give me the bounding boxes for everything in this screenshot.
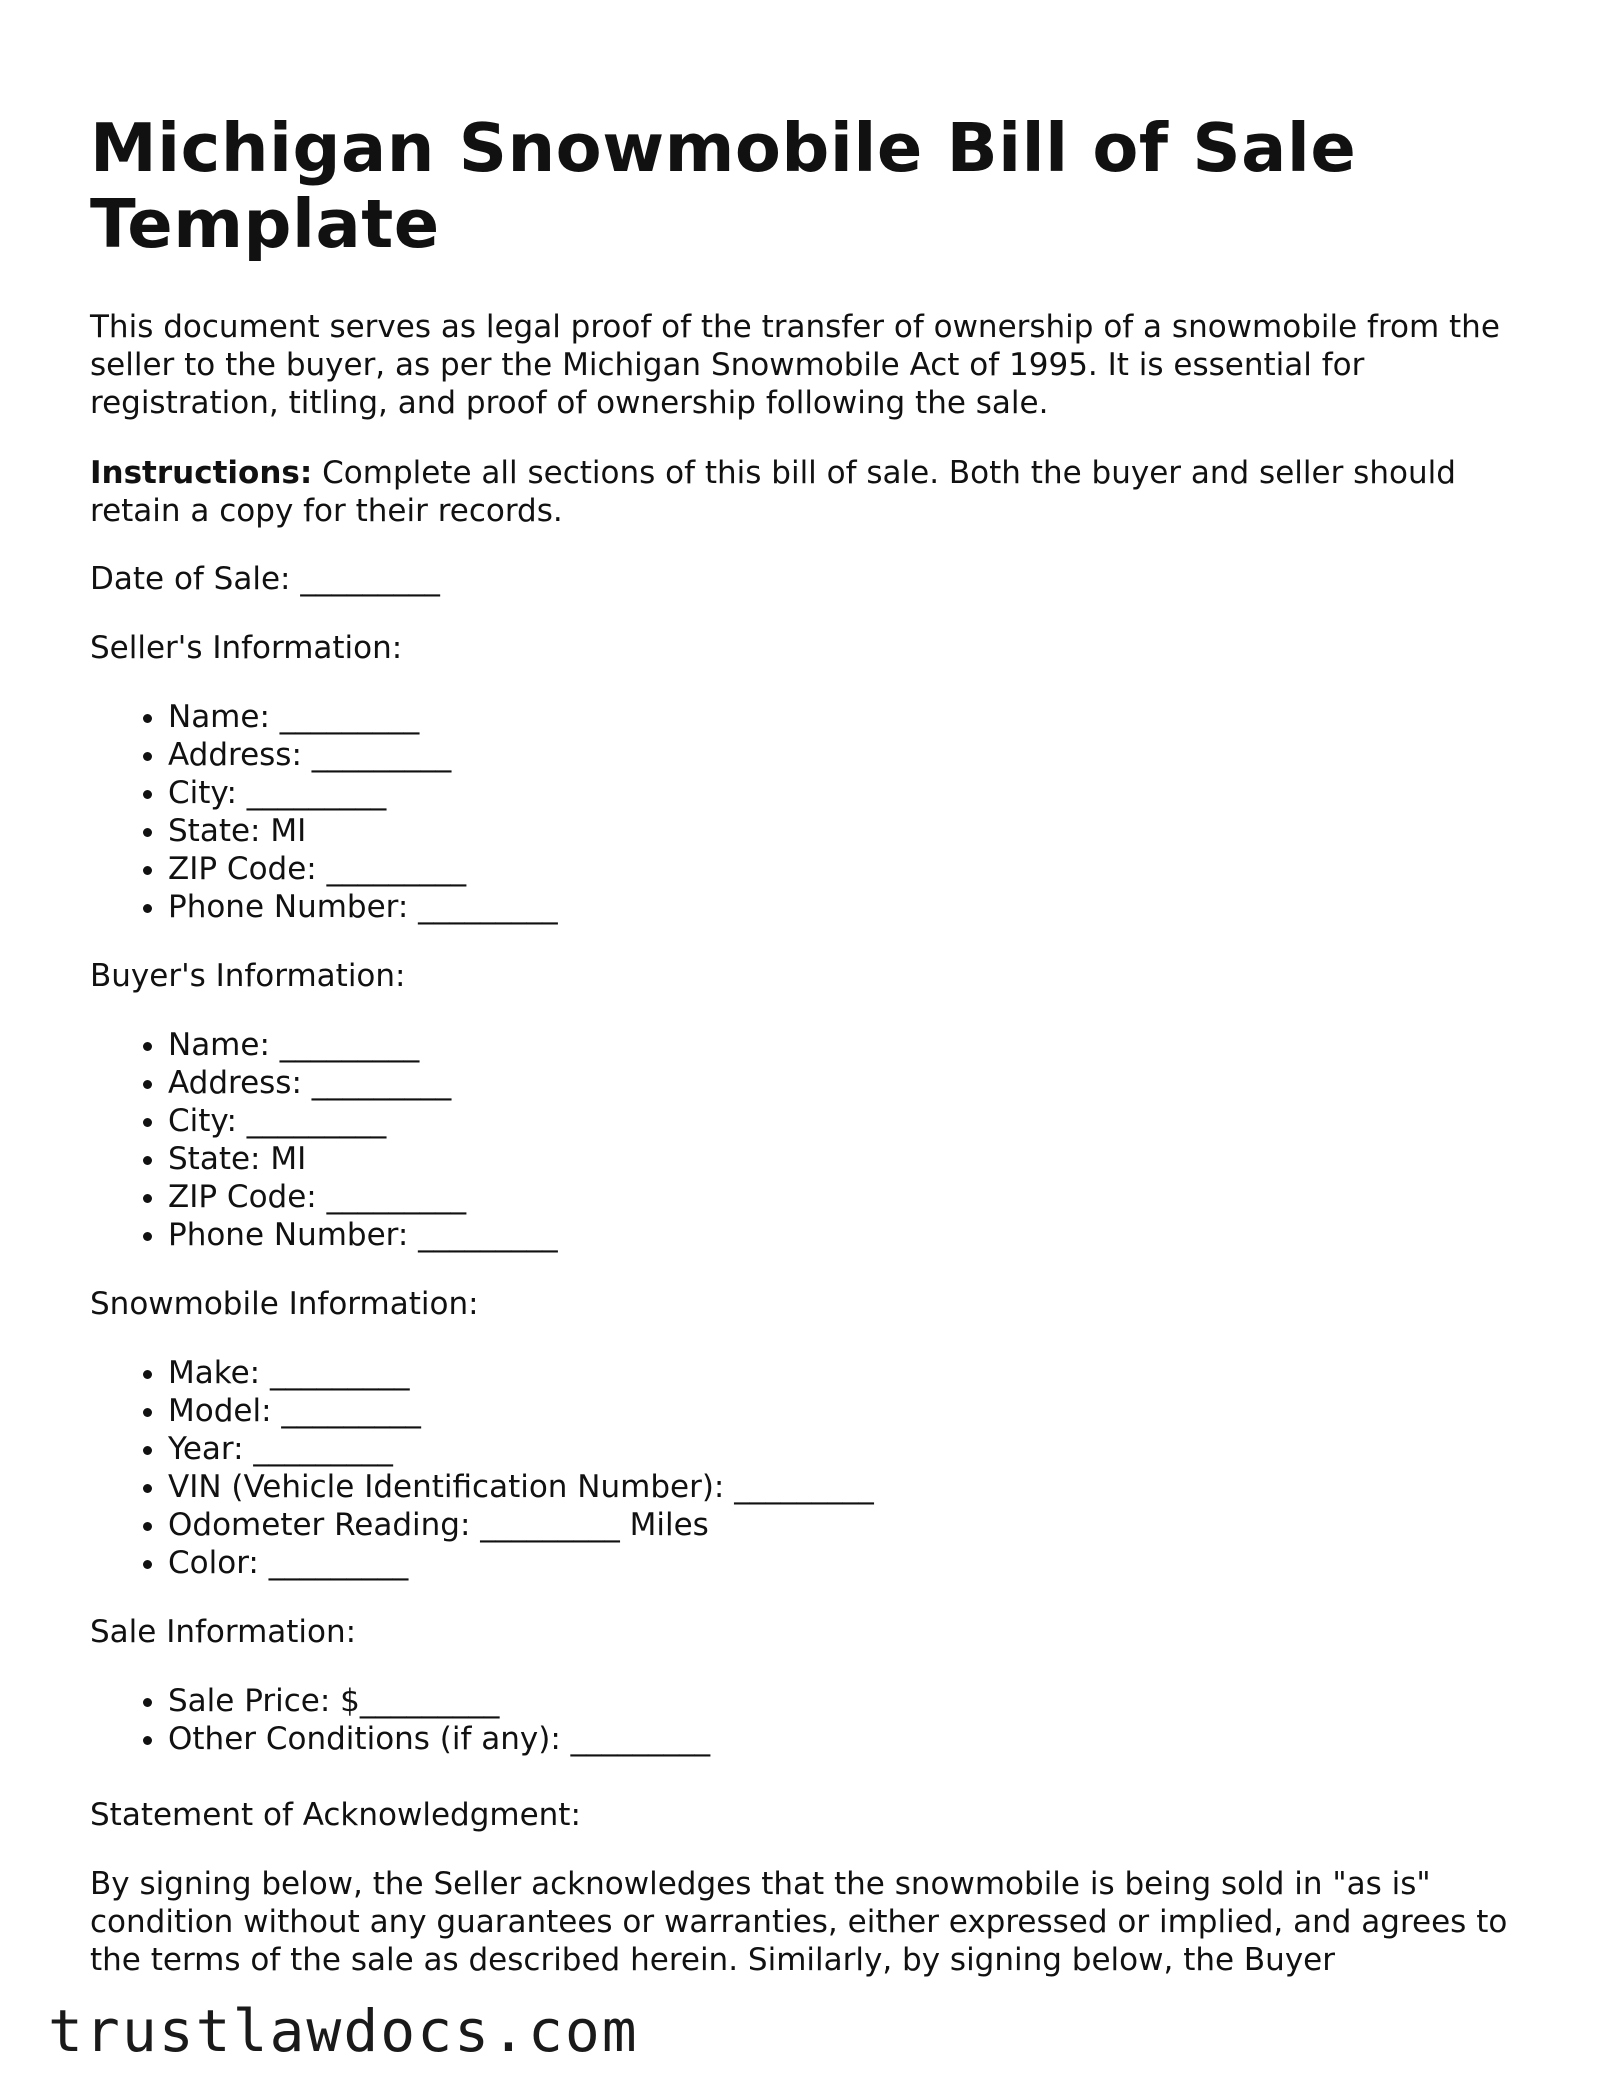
seller-list — [90, 698, 558, 926]
document-page — [90, 109, 1530, 1978]
snowmobile-list — [90, 1354, 874, 1582]
snowmobile-model-field: • Model: _________ — [168, 1392, 874, 1430]
sale-price-field: • Sale Price: $_________ — [168, 1682, 710, 1720]
buyer-city-field: • City: _________ — [168, 1102, 558, 1140]
instructions-text: Complete all sections of this bill of sale. Both the buyer and seller should retain a copy for their records. — [90, 455, 1456, 529]
buyer-name-field: • Name: _________ — [168, 1026, 558, 1064]
seller-city-field: • City: _________ — [168, 774, 558, 812]
buyer-state-field: • State: MI — [168, 1140, 558, 1178]
buyer-zip-field: • ZIP Code: _________ — [168, 1178, 558, 1216]
snowmobile-heading: Snowmobile Information: — [90, 1286, 479, 1322]
document-title: Michigan Snowmobile Bill of Sale Template — [90, 109, 1357, 263]
instructions-paragraph — [90, 454, 1530, 530]
instructions-label: Instructions: — [90, 455, 313, 491]
watermark-text: trustlawdocs.com — [48, 1997, 639, 2065]
buyer-address-field: • Address: _________ — [168, 1064, 558, 1102]
snowmobile-year-field: • Year: _________ — [168, 1430, 874, 1468]
snowmobile-make-field: • Make: _________ — [168, 1354, 874, 1392]
other-conditions-field: • Other Conditions (if any): _________ — [168, 1720, 710, 1758]
seller-heading: Seller's Information: — [90, 630, 403, 666]
snowmobile-vin-field: • VIN (Vehicle Identification Number): _________ — [168, 1468, 874, 1506]
sale-list — [90, 1682, 710, 1758]
seller-state-field: • State: MI — [168, 812, 558, 850]
buyer-list — [90, 1026, 558, 1254]
date-of-sale-field: Date of Sale: _________ — [90, 561, 440, 597]
intro-paragraph: This document serves as legal proof of the transfer of ownership of a snowmobile from the seller to the buyer, as per the Michigan Snowmobile Act of 1995. It is essential for registration, titling, and proof of ownership following the sale. — [90, 309, 1500, 421]
acknowledgment-heading: Statement of Acknowledgment: — [90, 1797, 581, 1833]
acknowledgment-paragraph: By signing below, the Seller acknowledges that the snowmobile is being sold in "as is" condition without any guarantees or warranties, either expressed or implied, and agrees to the terms of the sale as described herein. Similarly, by signing below, the Buyer — [90, 1866, 1508, 1978]
snowmobile-color-field: • Color: _________ — [168, 1544, 874, 1582]
snowmobile-odometer-field: • Odometer Reading: _________ Miles — [168, 1506, 874, 1544]
seller-phone-field: • Phone Number: _________ — [168, 888, 558, 926]
seller-zip-field: • ZIP Code: _________ — [168, 850, 558, 888]
buyer-heading: Buyer's Information: — [90, 958, 406, 994]
seller-address-field: • Address: _________ — [168, 736, 558, 774]
seller-name-field: • Name: _________ — [168, 698, 558, 736]
sale-heading: Sale Information: — [90, 1614, 357, 1650]
buyer-phone-field: • Phone Number: _________ — [168, 1216, 558, 1254]
